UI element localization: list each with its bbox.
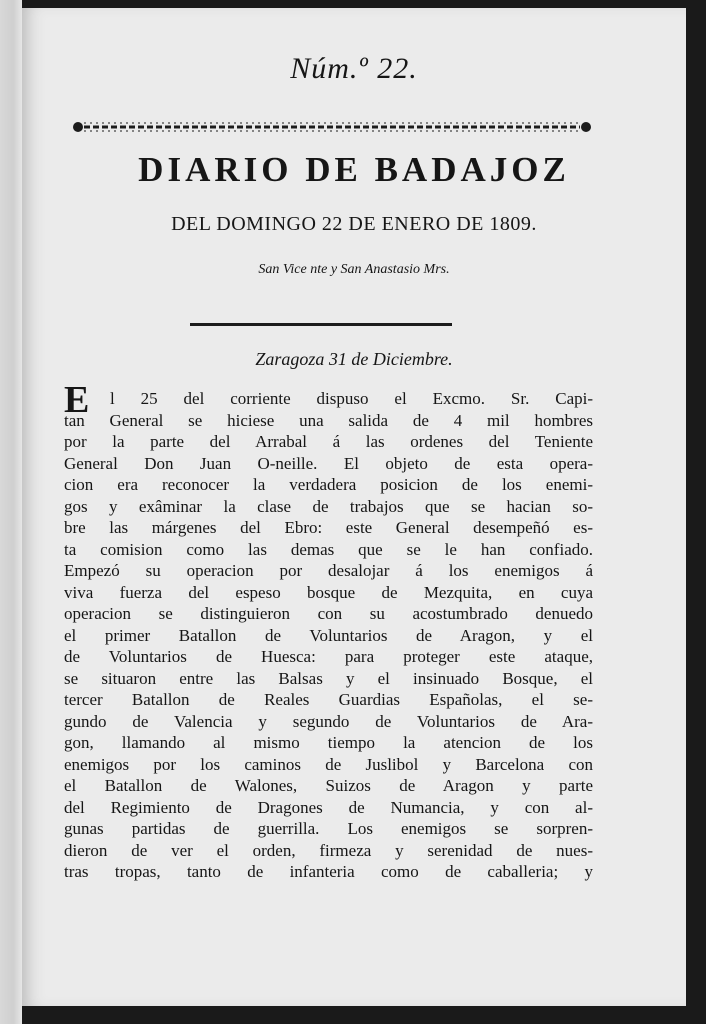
article-line: de Voluntarios de Huesca: para proteger este ataque, — [64, 647, 593, 666]
article-line: ta comision como las demas que se le han confiado. — [64, 539, 593, 559]
article-line: bre las márgenes del Ebro: este General desempeñó es- — [64, 518, 593, 537]
article-dateline: Zaragoza 31 de Diciembre. — [255, 349, 453, 369]
section-divider — [190, 323, 452, 326]
article-line: tan General se hiciese una salida de 4 mil hombres — [64, 410, 593, 430]
saints-of-day: San Vice nte y San Anastasio Mrs. — [258, 262, 450, 277]
article-line: del Regimiento de Dragones de Numancia, y con al- — [64, 797, 593, 817]
article-line: enemigos por los caminos de Juslibol y Barcelona con — [64, 754, 593, 774]
article-line: tras tropas, tanto de infanteria como de caballeria; y — [64, 862, 593, 881]
article-line: gos y exâminar la clase de trabajos que se hacian so- — [64, 496, 593, 516]
article-line: Empezó su operacion por desalojar á los enemigos á — [64, 561, 593, 580]
article-line: el primer Batallon de Voluntarios de Aragon, y el — [64, 625, 593, 645]
issue-date: DEL DOMINGO 22 DE ENERO DE 1809. — [171, 213, 537, 235]
issue-number: Núm.º 22. — [290, 52, 418, 85]
newspaper-page — [22, 8, 686, 1006]
article-line: l 25 del corriente dispuso el Excmo. Sr. Capi- — [110, 389, 593, 408]
article-line: tercer Batallon de Reales Guardias Españolas, el se- — [64, 690, 593, 709]
page-edge-left — [0, 0, 22, 1024]
page-content — [22, 8, 686, 1006]
article-line: dieron de ver el orden, firmeza y serenidad de nues- — [64, 840, 593, 860]
article-line: gon, llamando al mismo tiempo la atencion de los — [64, 733, 593, 752]
article-line: operacion se distinguieron con su acostumbrado denuedo — [64, 604, 593, 623]
article-line: General Don Juan O-neille. El objeto de esta opera- — [64, 453, 593, 473]
article-line: gundo de Valencia y segundo de Voluntarios de Ara- — [64, 711, 593, 731]
article-line: gunas partidas de guerrilla. Los enemigos se sorpren- — [64, 819, 593, 838]
ornamental-rule — [72, 120, 592, 134]
article-line: cion era reconocer la verdadera posicion de los enemi- — [64, 475, 593, 494]
newspaper-title: DIARIO DE BADAJOZ — [138, 150, 570, 189]
article-line: viva fuerza del espeso bosque de Mezquita, en cuya — [64, 582, 593, 602]
article-line: por la parte del Arrabal á las ordenes del Teniente — [64, 432, 593, 451]
article-line: el Batallon de Walones, Suizos de Aragon y parte — [64, 776, 593, 795]
article-line: se situaron entre las Balsas y el insinuado Bosque, el — [64, 668, 593, 688]
drop-cap: E — [64, 379, 90, 421]
article-body — [64, 388, 593, 883]
